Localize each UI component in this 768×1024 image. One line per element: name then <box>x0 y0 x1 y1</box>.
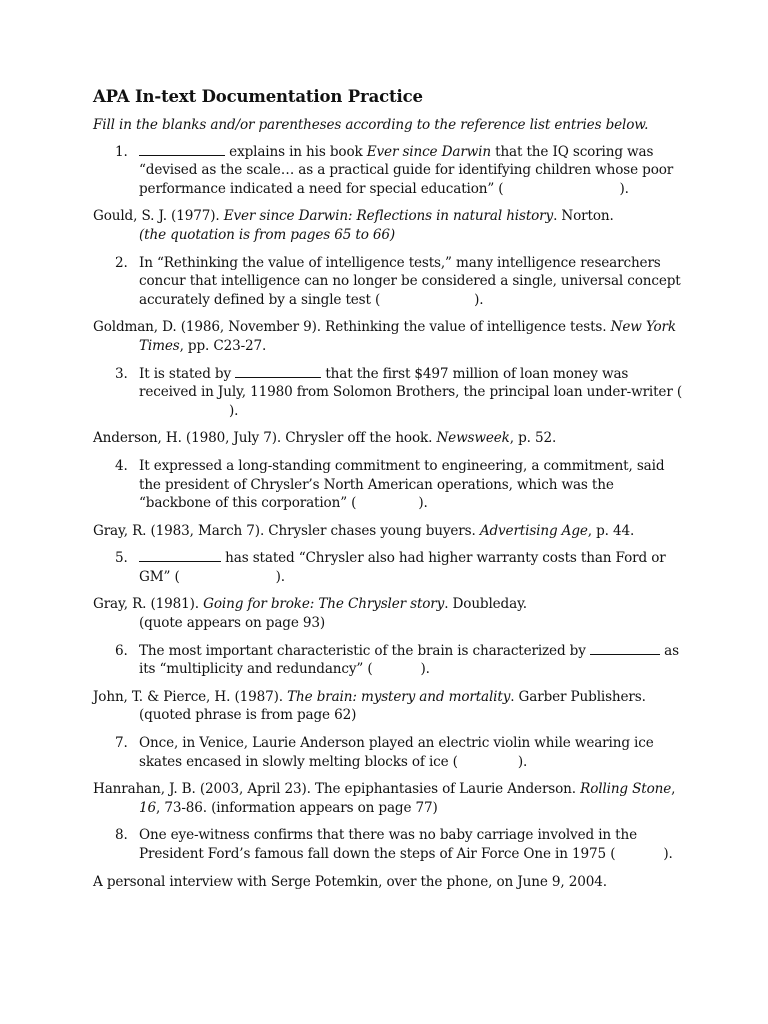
reference-text: , p. 44. <box>587 522 635 539</box>
item-text: ). <box>663 846 673 862</box>
item-number: 3. <box>115 365 128 382</box>
item-text: that the IQ scoring was “devised as the scale… as a practical guide for identifying children whose poor performance indicated a need for special education” ( <box>139 143 674 197</box>
instructions: Fill in the blanks and/or parentheses according to the reference list entries below. <box>93 117 649 133</box>
exercise-item-3 <box>93 365 683 421</box>
item-text: that the first $497 million of loan money was received in July, 11980 from Solomon Brothers, the principal loan under-writer ( <box>139 365 683 401</box>
item-text: ). <box>275 568 285 585</box>
reference-note: (quote appears on page 93) <box>139 615 326 632</box>
reference-text: John, T. & Pierce, H. (1987). <box>93 688 288 705</box>
reference-note: (the quotation is from pages 65 to 66) <box>139 226 396 243</box>
item-text: ). <box>418 495 428 512</box>
item-text: In “Rethinking the value of intelligence tests,” many intelligence researchers concur that intelligence can no longer be considered a single, universal concept accurately defined by a single test ( <box>139 254 681 308</box>
reference-text: , <box>671 781 676 798</box>
reference-text: Goldman, D. (1986, November 9). Rethinking the value of intelligence tests. <box>93 319 611 336</box>
reference-entry-3 <box>93 429 683 448</box>
item-number: 4. <box>115 457 128 474</box>
exercise-item-2 <box>93 254 683 310</box>
reference-title: Newsweek <box>436 430 510 447</box>
reference-entry-4 <box>93 522 683 541</box>
reference-title: Going for broke: The Chrysler story <box>203 596 445 613</box>
reference-title: The brain: mystery and mortality <box>287 688 511 705</box>
item-text: ). <box>517 753 528 770</box>
exercise-item-5 <box>93 549 683 586</box>
reference-entry-8 <box>93 873 683 892</box>
reference-title: Rolling Stone <box>580 781 672 798</box>
reference-text: Gray, R. (1983, March 7). Chrysler chases young buyers. <box>93 522 480 539</box>
item-number: 5. <box>115 550 128 567</box>
reference-text: , p. 52. <box>509 430 557 447</box>
reference-text: . Doubleday. <box>444 596 527 613</box>
reference-text: Hanrahan, J. B. (2003, April 23). The epiphantasies of Laurie Anderson. <box>93 781 581 798</box>
item-italic-text: Ever since Darwin <box>366 143 491 160</box>
reference-title: New York Times <box>139 319 676 354</box>
author-blank[interactable] <box>139 143 225 156</box>
exercise-item-1 <box>93 143 683 199</box>
reference-text: . Garber Publishers. <box>510 688 646 705</box>
exercise-item-7 <box>93 734 683 771</box>
item-number: 1. <box>115 143 128 160</box>
exercise-item-4 <box>93 457 683 513</box>
page-title: APA In-text Documentation Practice <box>93 87 423 106</box>
exercise-item-8 <box>93 826 683 863</box>
item-text: It expressed a long-standing commitment to engineering, a commitment, said the president of Chrysler’s North American operations, which was the “backbone of this corporation” ( <box>139 457 665 512</box>
item-text: ). <box>474 291 484 308</box>
item-text: One eye-witness confirms that there was no baby carriage involved in the President Ford’s famous fall down the steps of Air Force One in 1975 ( <box>139 827 637 862</box>
author-blank[interactable] <box>139 549 221 562</box>
item-number: 7. <box>115 735 128 752</box>
item-text: has stated “Chrysler also had higher warranty costs than Ford or GM” ( <box>139 550 666 585</box>
reference-text: Anderson, H. (1980, July 7). Chrysler off the hook. <box>93 430 437 447</box>
reference-title: Advertising Age <box>479 522 588 539</box>
reference-text: , 73-86. (information appears on page 77) <box>156 799 438 816</box>
reference-text: , pp. C23-27. <box>179 337 267 354</box>
item-number: 8. <box>115 827 128 844</box>
item-number: 2. <box>115 254 128 271</box>
reference-entry-2 <box>93 318 683 355</box>
reference-volume: 16 <box>139 799 156 816</box>
reference-text: Gray, R. (1981). <box>93 596 204 613</box>
item-text: ). <box>619 180 629 197</box>
item-number: 6. <box>115 642 128 659</box>
reference-entry-6 <box>93 688 683 725</box>
author-blank[interactable] <box>235 365 321 378</box>
item-text: The most important characteristic of the brain is characterized by <box>139 642 590 659</box>
reference-text: Gould, S. J. (1977). <box>93 208 224 225</box>
item-text: It is stated by <box>139 365 236 382</box>
item-text: ). <box>229 402 239 419</box>
document-page <box>93 86 683 900</box>
author-blank[interactable] <box>590 642 660 655</box>
reference-note: (quoted phrase is from page 62) <box>139 707 357 724</box>
item-text: explains in his book <box>225 143 367 160</box>
item-text: ). <box>420 661 430 678</box>
reference-text: A personal interview with Serge Potemkin, over the phone, on June 9, 2004. <box>93 873 607 890</box>
item-text: Once, in Venice, Laurie Anderson played an electric violin while wearing ice skates encased in slowly melting blocks of ice ( <box>139 735 654 770</box>
exercise-item-6 <box>93 642 683 679</box>
reference-entry-5 <box>93 595 683 632</box>
item-text: as its “multiplicity and redundancy” ( <box>139 642 679 678</box>
reference-entry-1 <box>93 207 683 244</box>
reference-title: Ever since Darwin: Reflections in natural history <box>223 208 554 225</box>
reference-text: . Norton. <box>553 208 614 225</box>
reference-entry-7 <box>93 780 683 817</box>
